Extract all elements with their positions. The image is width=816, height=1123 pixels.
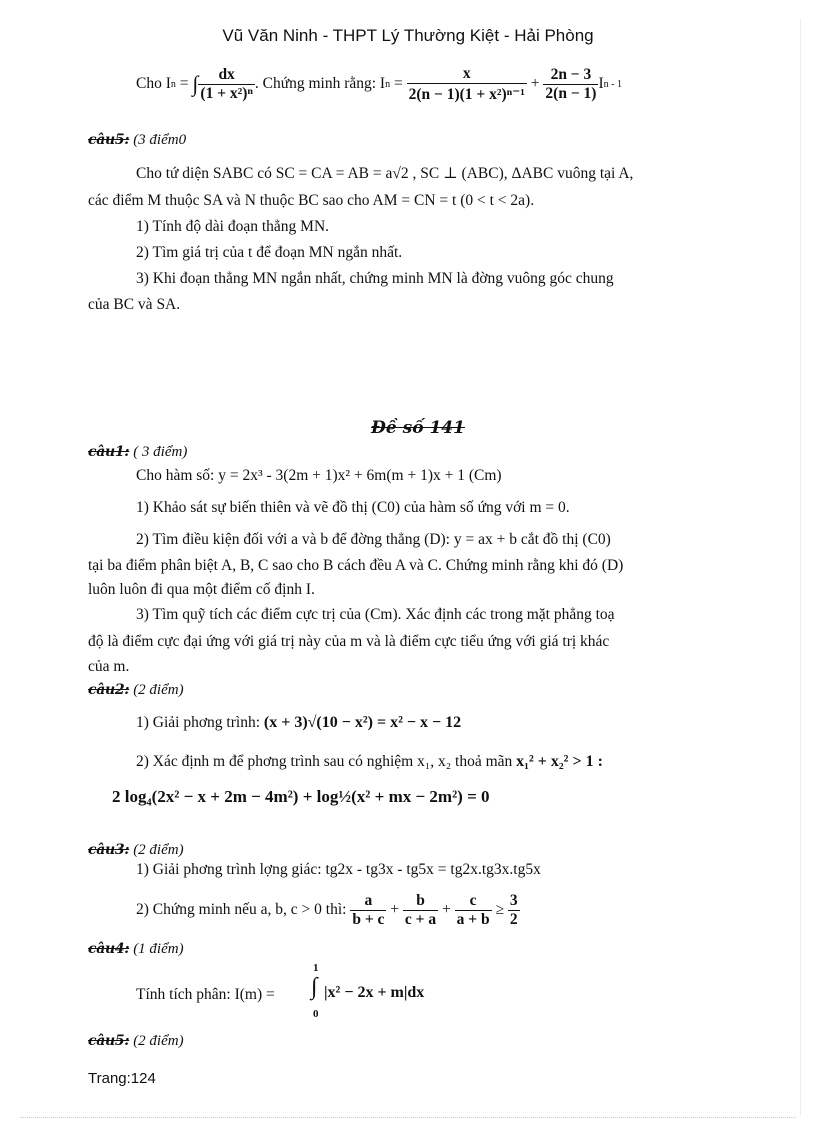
fraction-denominator: a + b	[456, 910, 490, 928]
q1-function: Cho hàm số: y = 2x³ - 3(2m + 1)x² + 6m(m + 1)x + 1 (Cm)	[136, 467, 502, 484]
fraction-numerator: c	[455, 892, 492, 911]
bottom-divider	[20, 1117, 796, 1118]
question-label: câu4:	[88, 941, 130, 957]
cho-in-text: Cho I	[136, 75, 171, 92]
question-3-heading	[88, 841, 184, 859]
q4-integral-text: Tính tích phân: I(m) =	[136, 986, 275, 1003]
page-footer: Trang:124	[88, 1070, 156, 1087]
prev-q5-item-2: 2) Tìm giá trị của t để đoạn MN ngắn nhất.	[136, 244, 403, 261]
fraction-2-denominator: 2(n − 1)	[545, 84, 597, 102]
page-header: Vũ Văn Ninh - THPT Lý Thường Kiệt - Hải Phòng	[222, 26, 594, 45]
q2-log-equation: 2 log₄(2x² − x + 2m − 4m²) + log½(x² + mx − 2m²) = 0	[112, 787, 490, 806]
prev-q5-item-3-cont: của BC và SA.	[88, 296, 181, 313]
exam-title: Đề số 141	[371, 418, 465, 438]
right-margin-line	[800, 20, 801, 1115]
fraction-1-numerator: x	[407, 65, 527, 84]
prev-q5-item-3: 3) Khi đoạn thẳng MN ngắn nhất, chứng minh MN là đờng vuông góc chung	[136, 270, 614, 287]
integral-upper-limit: 1	[313, 962, 319, 974]
integral-recurrence-statement: Cho I n = ∫ $\frac{dx}{\text{(1 + x²)ⁿ}}$ . Chứng minh rằng: I n = $\frac{x}{\text{2(n − 1)(1 + x²)ⁿ⁻¹}}$ + $\frac{2n - 3}{2(n - 1)}$ I n - 1	[136, 64, 622, 103]
inequality-fraction-2	[403, 892, 438, 929]
chung-minh-text: . Chứng minh rằng: I	[254, 75, 386, 92]
recurrence-fraction-1	[407, 65, 527, 104]
integrand-denominator: (1 + x²)ⁿ	[200, 84, 253, 102]
q3-item-1: 1) Giải phơng trình lợng giác: tg2x - tg3x - tg5x = tg2x.tg3x.tg5x	[136, 861, 541, 878]
q2-item-2-text: 2) Xác định m để phơng trình sau có nghiệm x₁, x₂ thoả mãn	[136, 753, 513, 770]
prev-q5-line-2: các điểm M thuộc SA và N thuộc BC sao cho AM = CN = t (0 < t < 2a).	[88, 192, 535, 209]
question-points: (3 điểm0	[133, 132, 187, 148]
fraction-numerator: 3	[509, 891, 518, 909]
question-label: câu5:	[88, 132, 130, 148]
question-points: (1 điểm)	[133, 941, 184, 957]
q1-item-1: 1) Khảo sát sự biến thiên và vẽ đồ thị (C0) của hàm số ứng với m = 0.	[136, 499, 570, 516]
integral-lower-limit: 0	[313, 1008, 319, 1020]
inequality-fraction-3	[455, 892, 492, 929]
q1-item-3-cont-1: độ là điểm cực đại ứng với giá trị này của m và là điểm cực tiểu ứng với giá trị khác	[88, 633, 610, 650]
question-2-heading	[88, 681, 184, 699]
q2-condition: x₁² + x₂² > 1 :	[516, 753, 603, 770]
integrand-fraction	[198, 66, 254, 103]
question-points: (2 điểm)	[133, 1033, 184, 1049]
integrand-numerator: dx	[198, 66, 254, 85]
question-points: ( 3 điểm)	[133, 444, 188, 460]
fraction-denominator: b + c	[352, 910, 385, 928]
q3-item-2: 2) Chứng minh nếu a, b, c > 0 thì: $\frac{a}{b + c}$ + $\frac{b}{c + a}$ + $\frac{c}{a + b}$ ≥ $\frac{3}{2}$	[136, 891, 518, 928]
fraction-denominator: c + a	[404, 910, 437, 928]
q2-equation-1: (x + 3)√(10 − x²) = x² − x − 12	[263, 714, 462, 731]
q3-item-2-text: 2) Chứng minh nếu a, b, c > 0 thì:	[136, 901, 347, 918]
question-label: câu3:	[88, 842, 130, 858]
fraction-2-numerator: 2n − 3	[543, 66, 598, 85]
q1-item-2-cont-1: tại ba điểm phân biệt A, B, C sao cho B cách đều A và C. Chứng minh rằng khi đó (D)	[88, 557, 624, 574]
fraction-numerator: b	[403, 892, 438, 911]
prev-question-5-heading	[88, 131, 186, 149]
question-points: (2 điểm)	[133, 682, 184, 698]
question-label: câu1:	[88, 444, 130, 460]
q2-item-1-text: 1) Giải phơng trình:	[136, 714, 260, 731]
question-5-heading	[88, 1032, 184, 1050]
prev-q5-item-1: 1) Tính độ dài đoạn thẳng MN.	[136, 218, 330, 235]
question-4-heading	[88, 940, 184, 958]
inequality-rhs-fraction	[508, 892, 520, 929]
fraction-denominator: 2	[509, 910, 518, 928]
question-points: (2 điểm)	[133, 842, 184, 858]
prev-q5-line-1: Cho tứ diện SABC có SC = CA = AB = a√2 , SC ⊥ (ABC), ΔABC vuông tại A,	[136, 165, 634, 182]
q1-item-2-cont-2: luôn luôn đi qua một điểm cố định I.	[88, 581, 315, 598]
q1-item-3-cont-2: của m.	[88, 658, 130, 675]
inequality-fraction-1	[350, 892, 386, 929]
integral-sign-icon: ∫	[311, 974, 318, 1000]
question-label: câu2:	[88, 682, 130, 698]
integral-integrand: |x² − 2x + m|dx	[324, 984, 425, 1001]
recurrence-tail: I	[598, 75, 604, 92]
q2-item-1	[136, 714, 461, 732]
recurrence-tail-subscript: n - 1	[603, 78, 622, 90]
q1-item-3: 3) Tìm quỹ tích các điểm cực trị của (Cm). Xác định các trong mặt phẳng toạ	[136, 606, 615, 623]
fraction-1-denominator: 2(n − 1)(1 + x²)ⁿ⁻¹	[408, 85, 525, 103]
question-1-heading	[88, 443, 187, 461]
recurrence-fraction-2	[543, 66, 598, 103]
fraction-numerator: a	[350, 892, 386, 911]
q2-item-2	[136, 753, 603, 771]
q1-item-2: 2) Tìm điều kiện đối với a và b để đờng thẳng (D): y = ax + b cắt đồ thị (C0)	[136, 531, 611, 548]
question-label: câu5:	[88, 1033, 130, 1049]
